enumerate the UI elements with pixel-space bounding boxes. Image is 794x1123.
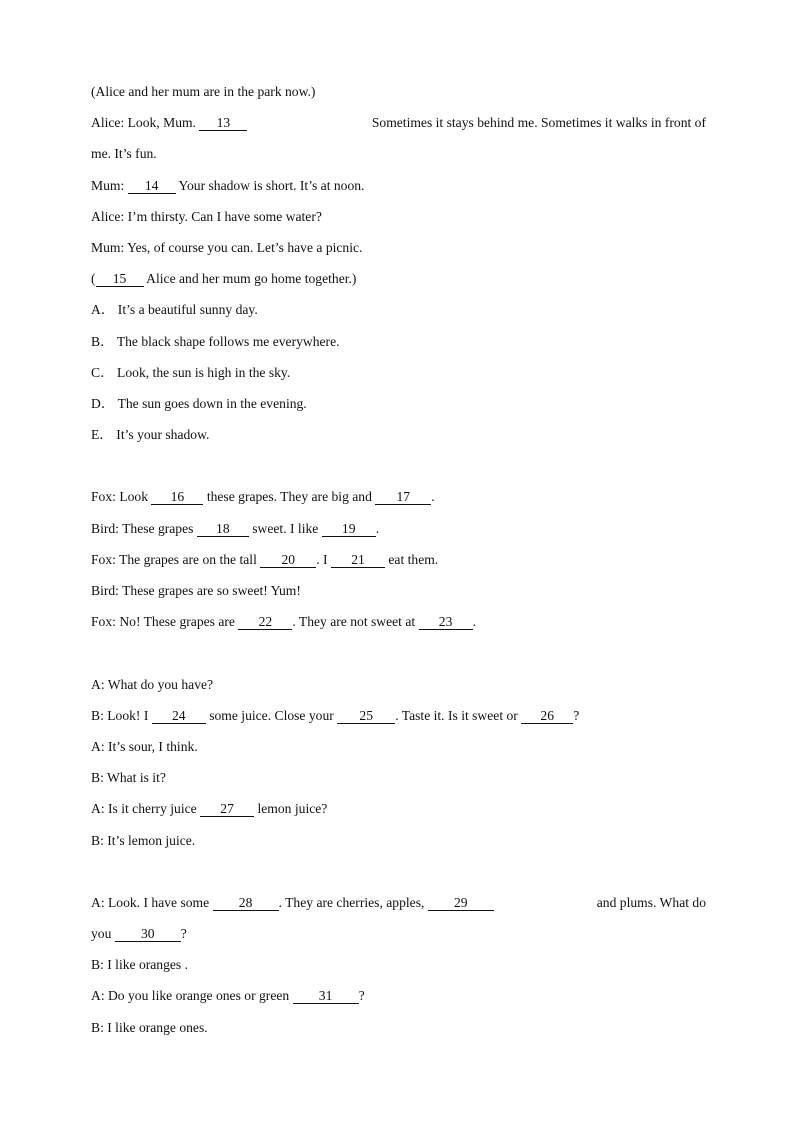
answer-blank[interactable]: 21 <box>331 552 385 568</box>
worksheet-page <box>91 82 706 1049</box>
dialogue-juice <box>91 675 706 862</box>
dialogue-line: Alice: Look, Mum. 13 Sometimes it stays behind me. Sometimes it walks in front of <box>91 115 706 131</box>
answer-blank[interactable]: 30 <box>115 926 181 942</box>
dialogue-fruits <box>91 893 706 1049</box>
answer-blank[interactable]: 17 <box>375 489 431 505</box>
dialogue-line: me. It’s fun. <box>91 146 157 162</box>
dialogue-line: B: I like oranges . <box>91 957 189 973</box>
section-gap <box>91 862 706 893</box>
dialogue-line: A: Do you like orange ones or green 31 ? <box>91 988 365 1004</box>
dialogue-alice-shadow <box>91 82 706 456</box>
section-gap <box>91 456 706 487</box>
dialogue-line: B: What is it? <box>91 770 166 786</box>
answer-blank[interactable]: 28 <box>213 895 279 911</box>
dialogue-line: A: Look. I have some 28 . They are cherries, apples, 29 and plums. What do <box>91 894 706 910</box>
dialogue-line: Fox: No! These grapes are 22 . They are not sweet at 23 . <box>91 614 476 630</box>
answer-blank[interactable]: 19 <box>322 521 376 537</box>
option-c: C． Look, the sun is high in the sky. <box>91 364 291 380</box>
answer-blank[interactable]: 16 <box>151 489 203 505</box>
answer-blank[interactable]: 31 <box>293 988 359 1004</box>
option-e: E． It’s your shadow. <box>91 427 210 443</box>
answer-blank[interactable]: 25 <box>337 708 395 724</box>
dialogue-line: Bird: These grapes are so sweet! Yum! <box>91 583 301 598</box>
answer-blank[interactable]: 20 <box>260 552 316 568</box>
answer-blank[interactable]: 24 <box>152 708 206 724</box>
dialogue-line: Mum: 14 Your shadow is short. It’s at noon. <box>91 177 365 193</box>
answer-blank[interactable]: 26 <box>521 708 573 724</box>
answer-blank[interactable]: 27 <box>200 801 254 817</box>
dialogue-line: Bird: These grapes 18 sweet. I like 19 . <box>91 520 380 536</box>
dialogue-line: A: What do you have? <box>91 676 214 692</box>
stage-direction: ( 15 Alice and her mum go home together.) <box>91 271 357 287</box>
dialogue-line: B: Look! I 24 some juice. Close your 25 . Taste it. Is it sweet or 26 ? <box>91 707 580 723</box>
dialogue-line: A: It’s sour, I think. <box>91 738 198 754</box>
answer-blank[interactable]: 23 <box>419 614 473 630</box>
dialogue-line: Alice: I’m thirsty. Can I have some water? <box>91 208 322 224</box>
dialogue-line: B: I like orange ones. <box>91 1019 208 1035</box>
dialogue-fox-grapes <box>91 487 706 643</box>
section-gap <box>91 643 706 674</box>
answer-blank[interactable]: 18 <box>197 521 249 537</box>
option-a: A． It’s a beautiful sunny day. <box>91 302 258 318</box>
stage-direction: (Alice and her mum are in the park now.) <box>91 84 316 99</box>
option-d: D． The sun goes down in the evening. <box>91 395 307 411</box>
dialogue-line: B: It’s lemon juice. <box>91 832 196 848</box>
answer-blank[interactable]: 14 <box>128 178 176 194</box>
answer-blank[interactable]: 15 <box>96 271 144 287</box>
dialogue-line: Fox: The grapes are on the tall 20 . I 21 eat them. <box>91 551 439 567</box>
answer-blank[interactable]: 29 <box>428 895 494 911</box>
answer-blank[interactable]: 13 <box>199 115 247 131</box>
dialogue-line: Mum: Yes, of course you can. Let’s have a picnic. <box>91 239 363 255</box>
dialogue-line: you 30 ? <box>91 926 187 942</box>
dialogue-line: A: Is it cherry juice 27 lemon juice? <box>91 801 328 817</box>
answer-blank[interactable]: 22 <box>238 614 292 630</box>
option-b: B． The black shape follows me everywhere. <box>91 333 340 349</box>
dialogue-line: Fox: Look 16 these grapes. They are big and 17 . <box>91 489 435 505</box>
